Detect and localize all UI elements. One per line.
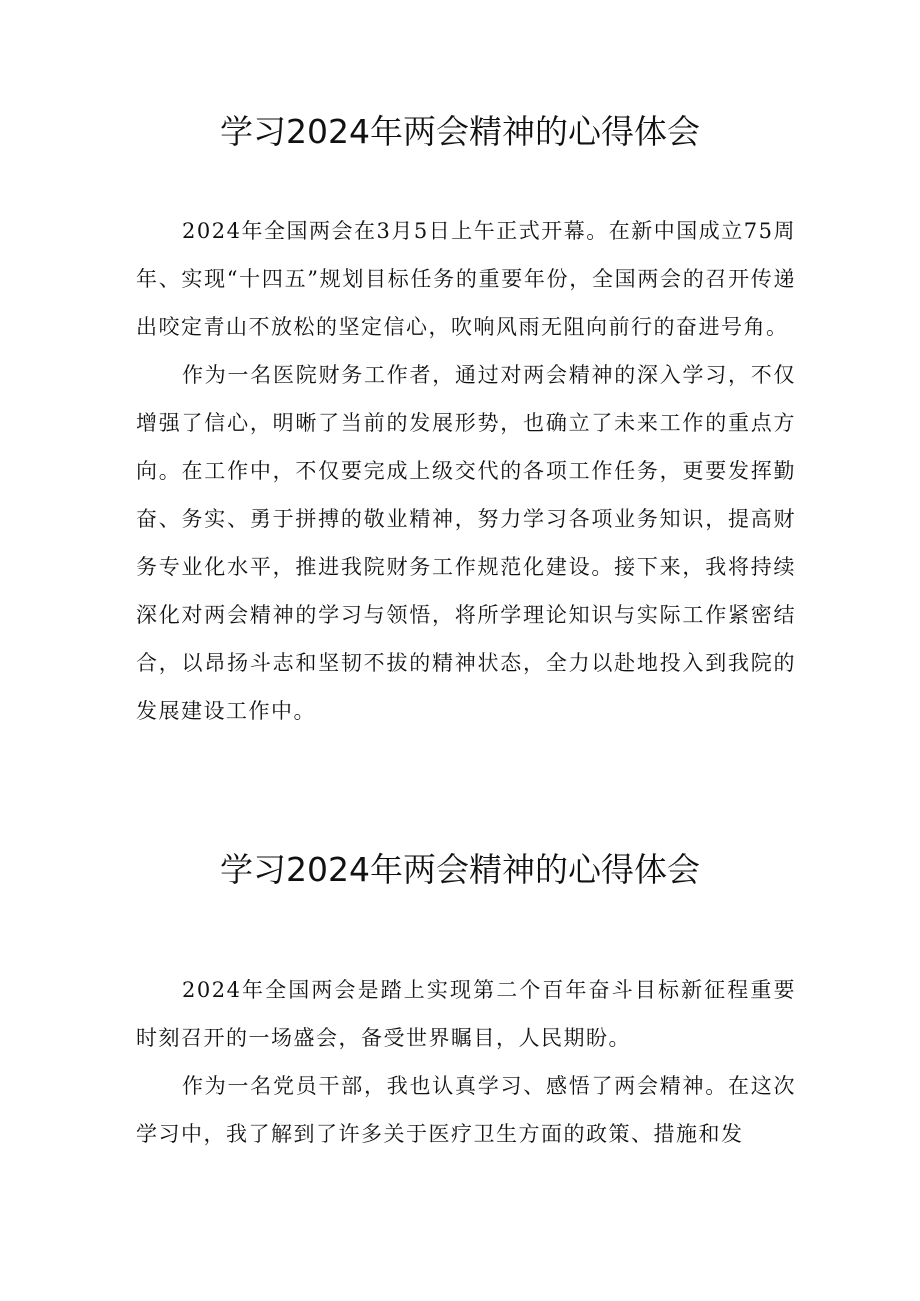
article-2-body	[136, 966, 796, 1158]
article-1-paragraph-1: 2024年全国两会在3月5日上午正式开幕。在新中国成立75周年、实现“十四五”规划目标任务的重要年份，全国两会的召开传递出咬定青山不放松的坚定信心，吹响风雨无阻向前行的奋进号角。	[136, 219, 796, 339]
article-2-title: 学习2024年两会精神的心得体会	[220, 850, 700, 889]
article-1-body	[136, 207, 796, 735]
article-2-paragraph-2: 作为一名党员干部，我也认真学习、感悟了两会精神。在这次学习中，我了解到了许多关于医疗卫生方面的政策、措施和发	[136, 1074, 796, 1146]
article-1-title: 学习2024年两会精神的心得体会	[220, 112, 700, 151]
article-1-paragraph-2: 作为一名医院财务工作者，通过对两会精神的深入学习，不仅增强了信心，明晰了当前的发展形势，也确立了未来工作的重点方向。在工作中，不仅要完成上级交代的各项工作任务，更要发挥勤奋、务实、勇于拼搏的敬业精神，努力学习各项业务知识，提高财务专业化水平，推进我院财务工作规范化建设。接下来，我将持续深化对两会精神的学习与领悟，将所学理论知识与实际工作紧密结合，以昂扬斗志和坚韧不拔的精神状态，全力以赴地投入到我院的发展建设工作中。	[136, 363, 796, 723]
article-2-paragraph-1: 2024年全国两会是踏上实现第二个百年奋斗目标新征程重要时刻召开的一场盛会，备受世界瞩目，人民期盼。	[136, 978, 796, 1050]
